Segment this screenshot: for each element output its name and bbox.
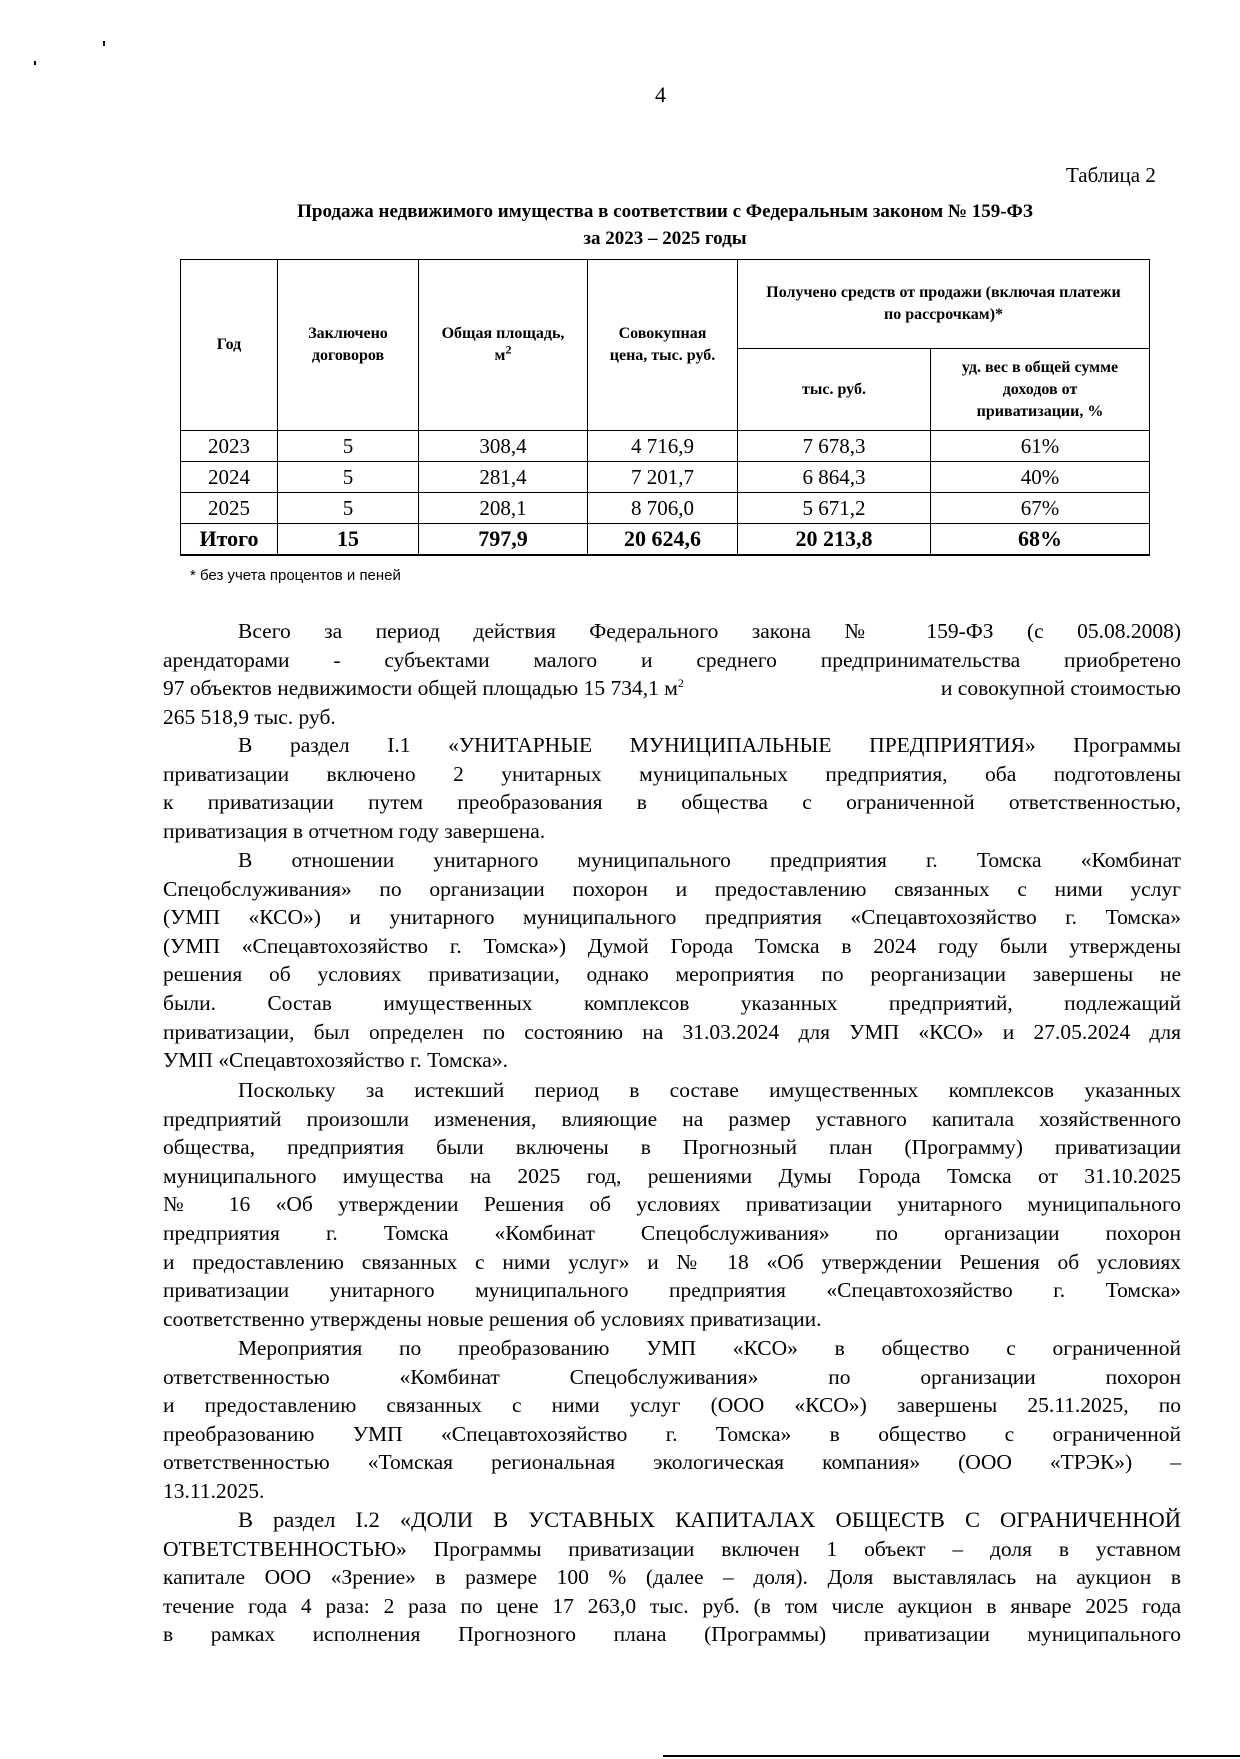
cell-area: 308,4 — [419, 431, 588, 462]
table-title-line-1: Продажа недвижимого имущества в соответствии с Федеральным законом № 159-ФЗ — [297, 201, 1033, 222]
table-label: Таблица 2 — [1066, 163, 1156, 187]
paragraph-section-1-1: В раздел I.1 «УНИТАРНЫЕ МУНИЦИПАЛЬНЫЕ ПРЕДПРИЯТИЯ» Программы приватизации включено 2 унитарных муниципальных предприятия, оба подготовлены к приватизации путем преобразования в общества с ограниченной ответственностью, приватизация в отчетном году завершена. — [163, 733, 1181, 843]
header-received-group: Получено средств от продажи (включая платежи по рассрочкам)* — [738, 260, 1150, 349]
cell-received: 6 864,3 — [738, 462, 931, 493]
cell-contracts: 15 — [278, 524, 419, 556]
paragraph-reorganization: Мероприятия по преобразованию УМП «КСО» в общество с ограниченной ответственностью «Комбинат Спецобслуживания» по организации похорон и предоставлению связанных с ними услуг (ООО «КСО») завершены 25.11.2025, по преобразованию УМП «Спецавтохозяйство г. Томска» в общество с ограниченной ответственностью «Томская региональная экологическая компания» (ООО «ТРЭК») – 13.11.2025. — [163, 1336, 1181, 1503]
table-title — [180, 198, 1150, 252]
cell-year: 2025 — [181, 493, 278, 524]
paragraph-fz159-summary: Всего за период действия Федерального закона № 159-ФЗ (с 05.08.2008) арендаторами - субъектами малого и среднего предпринимательства приобретено 97 объектов недвижимости общей площадью 15 734,1 $м^2$ и совокупной стоимостью 265 518,9 тыс. руб. — [163, 619, 1181, 729]
cell-area: 208,1 — [419, 493, 588, 524]
sales-table — [180, 259, 1150, 556]
table-row — [181, 462, 1150, 493]
cell-price: 7 201,7 — [588, 462, 738, 493]
cell-year: 2024 — [181, 462, 278, 493]
cell-area: 797,9 — [419, 524, 588, 556]
cell-contracts: 5 — [278, 493, 419, 524]
table-footnote: * без учета процентов и пеней — [190, 567, 401, 584]
table-total-row — [181, 524, 1150, 556]
table-row — [181, 493, 1150, 524]
cell-share: 40% — [931, 462, 1150, 493]
header-received-thousand: тыс. руб. — [738, 349, 931, 431]
cell-area: 281,4 — [419, 462, 588, 493]
cell-year: 2023 — [181, 431, 278, 462]
cell-received: 5 671,2 — [738, 493, 931, 524]
header-received-share: уд. вес в общей сумме доходов от приватизации, % — [931, 349, 1150, 431]
cell-price: 4 716,9 — [588, 431, 738, 462]
table-row — [181, 431, 1150, 462]
bottom-rule — [663, 1755, 1240, 1757]
paragraph-section-1-2: В раздел I.2 «ДОЛИ В УСТАВНЫХ КАПИТАЛАХ ОБЩЕСТВ С ОГРАНИЧЕННОЙ ОТВЕТСТВЕННОСТЬЮ» Программы приватизации включен 1 объект – доля в уставном капитале ООО «Зрение» в размере 100 % (далее – доля). Доля выставлялась на аукцион в течение года 4 раза: 2 раза по цене 17 263,0 тыс. руб. (в том числе аукцион в январе 2025 года в рамках исполнения Прогнозного плана (Программы) приватизации муниципального — [163, 1507, 1181, 1647]
header-contracts: Заключено договоров — [278, 260, 419, 431]
page-number: 4 — [655, 82, 666, 107]
paragraph-changes: Поскольку за истекший период в составе имущественных комплексов указанных предприятий произошли изменения, влияющие на размер уставного капитала хозяйственного общества, предприятия были включены в Прогнозный план (Программу) приватизации муниципального имущества на 2025 год, решениями Думы Города Томска от 31.10.2025 № 16 «Об утверждении Решения об условиях приватизации унитарного муниципального предприятия г. Томска «Комбинат Спецобслуживания» по организации похорон и предоставлению связанных с ними услуг» и № 18 «Об утверждении Решения об условиях приватизации унитарного муниципального предприятия «Спецавтохозяйство г. Томска» соответственно утверждены новые решения об условиях приватизации. — [163, 1078, 1181, 1331]
header-area: Общая площадь, $м^2$ — [419, 260, 588, 431]
cell-share: 61% — [931, 431, 1150, 462]
paragraph-ump-kso: В отношении унитарного муниципального предприятия г. Томска «Комбинат Спецобслуживания» по организации похорон и предоставлению связанных с ними услуг (УМП «КСО») и унитарного муниципального предприятия «Спецавтохозяйство г. Томска» (УМП «Спецавтохозяйство г. Томска») Думой Города Томска в 2024 году были утверждены решения об условиях приватизации, однако мероприятия по реорганизации завершены не были. Состав имущественных комплексов указанных предприятий, подлежащий приватизации, был определен по состоянию на 31.03.2024 для УМП «КСО» и 27.05.2024 для УМП «Спецавтохозяйство г. Томска». — [163, 848, 1181, 1073]
cell-contracts: 5 — [278, 462, 419, 493]
cell-share: 67% — [931, 493, 1150, 524]
cell-year: Итого — [181, 524, 278, 556]
cell-received: 7 678,3 — [738, 431, 931, 462]
scan-speck — [34, 61, 36, 65]
cell-price: 8 706,0 — [588, 493, 738, 524]
scan-speck — [103, 41, 105, 46]
cell-share: 68% — [931, 524, 1150, 556]
header-price: Совокупная цена, тыс. руб. — [588, 260, 738, 431]
cell-received: 20 213,8 — [738, 524, 931, 556]
header-year: Год — [181, 260, 278, 431]
table-title-line-2: за 2023 – 2025 годы — [583, 228, 747, 249]
cell-price: 20 624,6 — [588, 524, 738, 556]
cell-contracts: 5 — [278, 431, 419, 462]
